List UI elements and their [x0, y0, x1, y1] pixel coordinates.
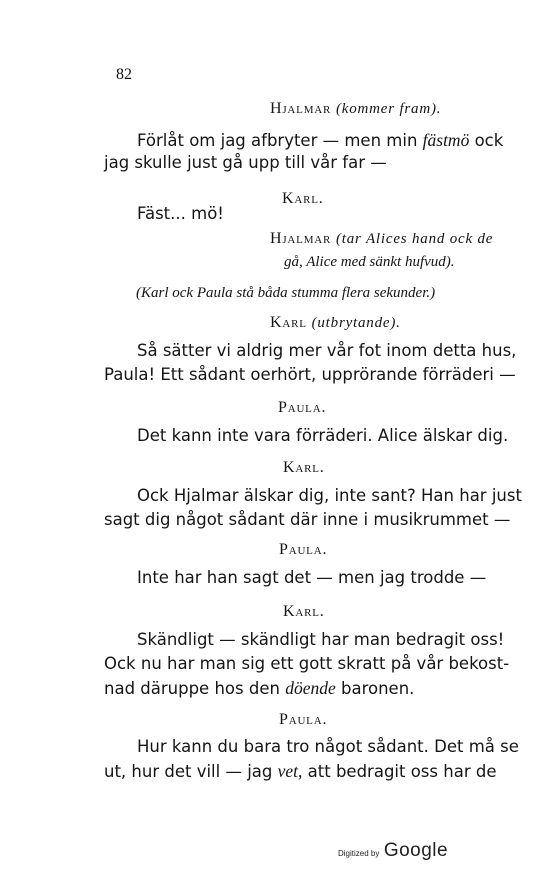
speaker-name: Karl. [283, 459, 325, 476]
stage-direction: (kommer fram). [335, 101, 442, 117]
text-line: Fäst... mö! [137, 204, 224, 223]
speaker-heading [270, 314, 401, 332]
text-line: sagt dig något sådant där inne i musikrummet — [104, 510, 511, 529]
speaker-name: Karl. [282, 190, 324, 207]
text-line [137, 130, 507, 151]
page-number: 82 [116, 66, 132, 83]
speaker-heading [283, 459, 325, 477]
emphasis-word: vet, [277, 761, 303, 781]
digitized-by-label: Digitized by [338, 849, 380, 858]
text-line: Hur kann du bara tro något sådant. Det må se [137, 737, 519, 756]
text-line: Så sätter vi aldrig mer vår fot inom detta hus, [137, 341, 517, 360]
text-segment: ock [469, 131, 504, 150]
text-line [104, 678, 414, 699]
speaker-heading [278, 399, 326, 417]
emphasis-word: döende [285, 678, 336, 698]
text-segment: att bedragit oss har de [302, 762, 497, 781]
text-line: Ock nu har man sig ett gott skratt på vår bekost- [104, 654, 510, 673]
stage-direction: (Karl ock Paula stå båda stumma flera sekunder.) [136, 285, 436, 301]
speaker-heading [282, 190, 324, 208]
text-segment: nad däruppe hos den [104, 679, 286, 698]
text-line: Det kann inte vara förräderi. Alice älskar dig. [137, 426, 509, 445]
stage-direction: gå, Alice med sänkt hufvud). [284, 254, 455, 270]
speaker-name: Karl [270, 314, 307, 331]
speaker-name: Karl. [283, 603, 325, 620]
text-segment: Förlåt om jag afbryter — men min [137, 131, 423, 150]
text-line: Skändligt — skändligt har man bedragit oss! [137, 630, 505, 649]
google-logo: Google [383, 840, 449, 861]
speaker-name: Paula. [279, 711, 328, 728]
stage-direction: (utbrytande). [311, 315, 401, 331]
text-line: jag skulle just gå upp till vår far — [104, 153, 387, 172]
text-line: Paula! Ett sådant oerhört, upprörande förräderi — [104, 365, 516, 384]
text-line: Ock Hjalmar älskar dig, inte sant? Han har just [137, 486, 522, 505]
digitized-by-watermark [338, 840, 448, 862]
speaker-heading [279, 711, 327, 729]
emphasis-word: fästmö [422, 130, 470, 150]
speaker-heading [283, 603, 325, 621]
speaker-name: Paula. [279, 541, 328, 558]
speaker-heading [279, 541, 327, 559]
text-line [104, 761, 496, 782]
speaker-name: Paula. [278, 399, 327, 416]
text-segment: ut, hur det vill — jag [104, 762, 278, 781]
speaker-name: Hjalmar [270, 100, 332, 117]
speaker-heading [270, 100, 441, 118]
speaker-heading [270, 230, 493, 248]
text-line: Inte har han sagt det — men jag trodde — [137, 568, 487, 587]
text-segment: baronen. [335, 679, 415, 698]
speaker-name: Hjalmar [270, 230, 332, 247]
stage-direction: (tar Alices hand ock de [335, 231, 494, 247]
